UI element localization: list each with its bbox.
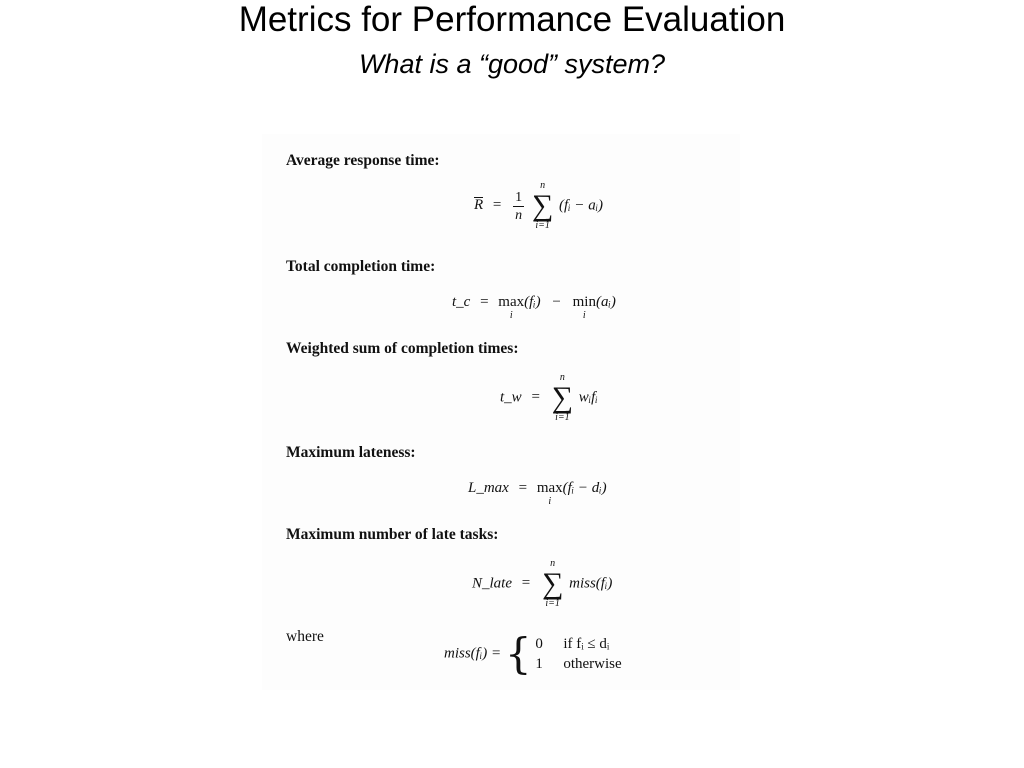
max-lateness-max [537, 480, 563, 507]
avg-response-lhs: R [474, 197, 484, 214]
weighted-sum-sum-symbol: ∑ [551, 381, 574, 414]
miss-case2-condition: otherwise [563, 656, 622, 672]
late-tasks-body: miss(fᵢ) [569, 575, 613, 592]
miss-formula [444, 629, 622, 678]
max-lateness-max-op: max [536, 480, 563, 496]
weighted-sum-eq: = [531, 389, 540, 406]
miss-case-row-2 [535, 654, 621, 674]
weighted-sum-sum-lower: i=1 [555, 412, 570, 423]
late-tasks-eq: = [521, 575, 531, 592]
where-label: where [286, 628, 324, 645]
slide-subtitle: What is a “good” system? [358, 49, 666, 79]
total-completion-min [573, 294, 596, 321]
avg-response-sum-upper: n [540, 180, 546, 191]
total-completion-formula [452, 294, 616, 321]
late-tasks-sum-upper: n [550, 558, 556, 569]
total-completion-min-arg: (aᵢ) [595, 294, 616, 310]
total-completion-max [498, 294, 524, 321]
total-completion-max-sub: i [509, 310, 513, 321]
max-lateness-max-sub: i [548, 496, 552, 507]
max-lateness-eq: = [518, 480, 528, 496]
slide-title: Metrics for Performance Evaluation [238, 0, 786, 39]
total-completion-eq: = [480, 294, 489, 310]
avg-response-formula [474, 180, 603, 232]
weighted-sum-sum-upper: n [559, 372, 565, 383]
formula-figure [262, 134, 740, 690]
max-lateness-heading: Maximum lateness: [286, 444, 416, 461]
total-completion-min-op: min [572, 294, 596, 310]
late-tasks-sum-lower: i=1 [545, 598, 560, 609]
avg-response-summation [532, 180, 553, 232]
weighted-sum-lhs: t_w [500, 389, 522, 406]
late-tasks-heading: Maximum number of late tasks: [286, 526, 499, 543]
avg-response-frac-num: 1 [515, 189, 523, 205]
avg-response-heading: Average response time: [286, 152, 440, 169]
total-completion-min-sub: i [582, 310, 586, 321]
avg-response-sum-lower: i=1 [535, 220, 550, 231]
total-completion-lhs: t_c [452, 294, 471, 310]
weighted-sum-heading: Weighted sum of completion times: [286, 340, 519, 357]
weighted-sum-body: wᵢfᵢ [578, 389, 598, 406]
max-lateness-formula [468, 480, 607, 507]
total-completion-heading: Total completion time: [286, 258, 436, 275]
late-tasks-lhs: N_late [472, 575, 512, 592]
late-tasks-sum-symbol: ∑ [541, 567, 564, 600]
avg-response-body: (fᵢ − aᵢ) [559, 197, 604, 214]
avg-response-sum-symbol: ∑ [531, 189, 554, 222]
avg-response-fraction [513, 189, 524, 224]
miss-brace: { [504, 629, 532, 678]
miss-cases [535, 634, 621, 674]
miss-case-row-1 [535, 634, 621, 654]
weighted-sum-formula [500, 372, 598, 424]
total-completion-max-arg: (fᵢ) [524, 294, 541, 310]
miss-case1-value: 0 [535, 636, 543, 652]
miss-lhs: miss(fᵢ) = [444, 645, 502, 662]
miss-case1-condition: if fᵢ ≤ dᵢ [563, 636, 610, 652]
miss-case2-value: 1 [535, 656, 543, 672]
max-lateness-max-arg: (fᵢ − dᵢ) [562, 480, 607, 496]
late-tasks-summation [542, 558, 563, 610]
avg-response-eq: = [492, 197, 502, 214]
total-completion-minus: − [552, 294, 561, 310]
max-lateness-lhs: L_max [468, 480, 509, 496]
total-completion-max-op: max [498, 294, 525, 310]
late-tasks-formula [472, 558, 612, 610]
weighted-sum-summation [552, 372, 573, 424]
avg-response-frac-den: n [515, 207, 523, 223]
